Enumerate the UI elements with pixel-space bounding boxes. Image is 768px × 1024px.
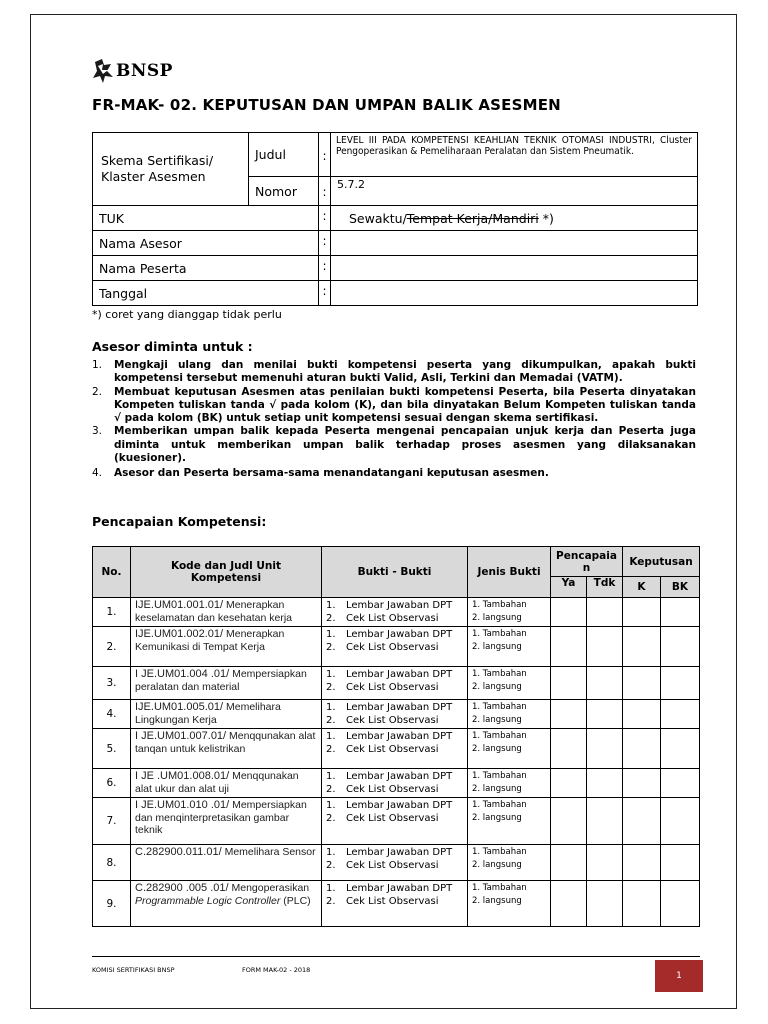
evidence-type-cell [468,627,551,667]
nomor-colon: : [319,177,331,206]
evidence-type: 1. Tambahan [472,883,527,893]
nomor-value: 5.7.2 [331,177,698,206]
table-row [93,729,700,769]
col-keputusan: Keputusan [623,547,700,577]
unit-cell [131,729,322,769]
tuk-sewaktu: Sewaktu/ [349,210,407,226]
unit-cell [131,667,322,700]
k-cell[interactable] [623,729,661,769]
instruction-text: Memberikan umpan balik kepada Peserta mengenai pencapaian unjuk kerja dan Peserta juga diminta untuk memberikan umpan balik terhadap proses asesmen yang dilaksanakan (kuesioner). [114,425,696,465]
evidence-type: 1. Tambahan [472,800,527,810]
col-jenis: Jenis Bukti [468,547,551,598]
table-row [93,627,700,667]
footer-org: KOMISI SERTIFIKASI BNSP [92,966,175,974]
evidence-num: 2. [326,896,336,907]
instruction-num: 1. [92,359,103,371]
instructions-heading: Asesor diminta untuk : [92,339,253,354]
instruction-text: Asesor dan Peserta bersama-sama menandatangani keputusan asesmen. [114,467,549,480]
unit-title: Memelihara Sensor [221,846,316,858]
unit-title: Mempersiapkan peralatan dan material [135,668,307,693]
competency-heading: Pencapaian Kompetensi: [92,514,267,529]
evidence-num: 1. [326,883,336,894]
evidence-type-cell [468,798,551,845]
evidence-item: Cek List Observasi [346,744,439,755]
evidence-item: Cek List Observasi [346,715,439,726]
evidence-item: Lembar Jawaban DPT [346,800,453,811]
table-row [93,667,700,700]
nomor-label: Nomor [249,177,319,206]
evidence-type: 2. langsung [472,744,522,754]
evidence-item: Cek List Observasi [346,813,439,824]
unit-title: Menerapkan keselamatan dan kesehatan kerja [135,599,293,624]
evidence-type: 1. Tambahan [472,629,527,639]
logo-text: BNSP [116,61,173,81]
col-unit: Kode dan Judl Unit Kompetensi [131,547,322,598]
evidence-type: 2. langsung [472,813,522,823]
instruction-item [92,467,696,480]
tdk-cell[interactable] [587,798,623,845]
evidence-num: 1. [326,600,336,611]
unit-code: IJE.UM01.002.01/ [135,628,224,640]
col-tdk: Tdk [587,577,623,598]
unit-title: Menqqunakan alat tanqan untuk kelistrikan [135,730,316,755]
row-number: 9. [93,881,131,927]
col-ya: Ya [551,577,587,598]
evidence-num: 1. [326,702,336,713]
bk-cell[interactable] [661,667,700,700]
peserta-colon: : [319,256,331,281]
unit-title: Mengoperasikan [228,882,310,894]
evidence-cell [322,729,468,769]
unit-cell [131,598,322,627]
row-number: 7. [93,798,131,845]
judul-colon: : [319,133,331,177]
evidence-num: 1. [326,669,336,680]
k-cell[interactable] [623,700,661,729]
evidence-cell [322,700,468,729]
unit-code: I JE .UM01.008.01/ [135,770,230,782]
table-row [93,881,700,927]
unit-code: C.282900.011.01/ [135,846,222,858]
k-cell[interactable] [623,627,661,667]
evidence-item: Cek List Observasi [346,896,439,907]
row-number: 2. [93,627,131,667]
bk-cell[interactable] [661,798,700,845]
instruction-text: Mengkaji ulang dan menilai bukti kompetensi peserta yang dikumpulkan, apakah bukti kompetensi tersebut memenuhi aturan bukti Valid, Asli, Terkini dan Memadai (VATM). [114,359,696,385]
col-k: K [623,577,661,598]
evidence-num: 2. [326,784,336,795]
asesor-colon: : [319,231,331,256]
evidence-num: 2. [326,813,336,824]
ya-cell[interactable] [551,881,587,927]
tdk-cell[interactable] [587,769,623,798]
evidence-type: 2. langsung [472,784,522,794]
evidence-cell [322,667,468,700]
evidence-num: 1. [326,847,336,858]
tuk-value [331,206,698,231]
bnsp-emblem-icon [92,58,114,84]
bk-cell[interactable] [661,769,700,798]
evidence-type-cell [468,729,551,769]
k-cell[interactable] [623,769,661,798]
unit-cell [131,769,322,798]
evidence-num: 1. [326,800,336,811]
tdk-cell[interactable] [587,598,623,627]
unit-cell [131,798,322,845]
peserta-label: Nama Peserta [93,256,319,281]
k-cell[interactable] [623,598,661,627]
evidence-type: 2. langsung [472,682,522,692]
evidence-type: 2. langsung [472,613,522,623]
ya-cell[interactable] [551,627,587,667]
evidence-item: Lembar Jawaban DPT [346,669,453,680]
tdk-cell[interactable] [587,845,623,881]
skema-label: Skema Sertifikasi/ Klaster Asesmen [93,133,249,206]
peserta-value[interactable] [331,256,698,281]
unit-code: IJE.UM01.001.01/ [135,599,224,611]
tuk-asterisk: *) [538,210,554,226]
evidence-item: Cek List Observasi [346,860,439,871]
tuk-label: TUK [93,206,319,231]
footer-divider [92,956,700,957]
asesor-label: Nama Asesor [93,231,319,256]
instructions-list [92,359,696,481]
tdk-cell[interactable] [587,881,623,927]
instruction-num: 4. [92,467,103,480]
evidence-type-cell [468,700,551,729]
bk-cell[interactable] [661,729,700,769]
evidence-type: 1. Tambahan [472,847,527,857]
evidence-type: 1. Tambahan [472,702,527,712]
ya-cell[interactable] [551,667,587,700]
unit-code: C.282900 .005 .01/ [135,882,229,894]
unit-cell [131,881,322,927]
instruction-num: 2. [92,385,103,398]
evidence-cell [322,845,468,881]
evidence-num: 2. [326,744,336,755]
k-cell[interactable] [623,667,661,700]
evidence-item: Lembar Jawaban DPT [346,883,453,894]
evidence-num: 2. [326,613,336,624]
evidence-type: 2. langsung [472,860,522,870]
tanggal-colon: : [319,281,331,306]
evidence-item: Lembar Jawaban DPT [346,629,453,640]
evidence-type: 2. langsung [472,715,522,725]
evidence-num: 2. [326,860,336,871]
col-bukti: Bukti - Bukti [322,547,468,598]
evidence-type: 1. Tambahan [472,731,527,741]
evidence-cell [322,881,468,927]
row-number: 5. [93,729,131,769]
col-no: No. [93,547,131,598]
evidence-item: Lembar Jawaban DPT [346,600,453,611]
evidence-type: 2. langsung [472,642,522,652]
tdk-cell[interactable] [587,729,623,769]
ya-cell[interactable] [551,798,587,845]
row-number: 6. [93,769,131,798]
bk-cell[interactable] [661,845,700,881]
row-number: 8. [93,845,131,881]
evidence-type: 1. Tambahan [472,669,527,679]
ya-cell[interactable] [551,845,587,881]
tanggal-label: Tanggal [93,281,319,306]
ya-cell[interactable] [551,729,587,769]
table-row [93,700,700,729]
footer-form: FORM MAK-02 - 2018 [242,966,311,974]
instruction-item [92,386,696,426]
instruction-text: Membuat keputusan Asesmen atas penilaian bukti kompetensi Peserta, bila Peserta dinyatakan Kompeten tuliskan tanda √ pada kolom (K), dan bila dinyatakan Belum Kompeten tuliskan tanda √ pada kolom (BK) untuk setiap unit kompetensi sesuai dengan skema sertifikasi. [114,385,696,425]
evidence-num: 2. [326,642,336,653]
tuk-colon: : [319,206,331,231]
evidence-num: 1. [326,629,336,640]
evidence-num: 2. [326,682,336,693]
tdk-cell[interactable] [587,700,623,729]
k-cell[interactable] [623,881,661,927]
evidence-cell [322,627,468,667]
bk-cell[interactable] [661,627,700,667]
page-number: 1 [655,960,703,992]
row-number: 4. [93,700,131,729]
ya-cell[interactable] [551,769,587,798]
unit-cell [131,700,322,729]
k-cell[interactable] [623,845,661,881]
unit-code: I JE.UM01.004 .01/ [135,668,230,680]
row-number: 3. [93,667,131,700]
evidence-item: Cek List Observasi [346,642,439,653]
unit-title-tail: (PLC) [280,894,311,907]
evidence-item: Cek List Observasi [346,784,439,795]
unit-title: Menerapkan Kemunikasi di Tempat Kerja [135,628,285,653]
instruction-item [92,359,696,386]
competency-table [92,546,700,927]
info-table [92,132,698,306]
unit-code: I JE.UM01.010 .01/ [135,799,230,811]
evidence-item: Lembar Jawaban DPT [346,702,453,713]
unit-code: IJE.UM01.005.01/ [135,701,224,713]
evidence-type: 1. Tambahan [472,600,527,610]
unit-cell [131,845,322,881]
evidence-cell [322,769,468,798]
unit-title: Menqqunakan alat ukur dan alat uji [135,770,299,795]
evidence-type-cell [468,881,551,927]
unit-title: Mempersiapkan dan menqinterpretasikan gambar teknik [135,799,307,836]
ya-cell[interactable] [551,598,587,627]
evidence-item: Lembar Jawaban DPT [346,771,453,782]
table-row [93,598,700,627]
tdk-cell[interactable] [587,667,623,700]
tdk-cell[interactable] [587,627,623,667]
evidence-cell [322,598,468,627]
evidence-num: 1. [326,771,336,782]
col-pencapaian: Pencapaia n [551,547,623,577]
row-number: 1. [93,598,131,627]
unit-code: I JE.UM01.007.01/ [135,730,227,742]
bk-cell[interactable] [661,881,700,927]
evidence-type-cell [468,667,551,700]
form-title: FR-MAK- 02. KEPUTUSAN DAN UMPAN BALIK ASESMEN [92,96,561,114]
evidence-cell [322,798,468,845]
evidence-num: 2. [326,715,336,726]
ya-cell[interactable] [551,700,587,729]
k-cell[interactable] [623,798,661,845]
evidence-type-cell [468,598,551,627]
asesor-value[interactable] [331,231,698,256]
table-row [93,769,700,798]
table-row [93,845,700,881]
evidence-item: Cek List Observasi [346,682,439,693]
evidence-item: Lembar Jawaban DPT [346,731,453,742]
evidence-type: 2. langsung [472,896,522,906]
tanggal-value[interactable] [331,281,698,306]
col-bk: BK [661,577,700,598]
evidence-num: 1. [326,731,336,742]
bk-cell[interactable] [661,700,700,729]
evidence-item: Lembar Jawaban DPT [346,847,453,858]
instruction-num: 3. [92,425,103,438]
judul-label: Judul [249,133,319,177]
unit-title: Memelihara Lingkungan Kerja [135,701,281,726]
judul-value: LEVEL III PADA KOMPETENSI KEAHLIAN TEKNIK OTOMASI INDUSTRI, Cluster Pengoperasikan & Pemeliharaan Peralatan dan Sistem Pneumatik. [331,133,698,177]
evidence-type-cell [468,845,551,881]
bnsp-logo [92,56,173,86]
table-row [93,798,700,845]
evidence-type: 1. Tambahan [472,771,527,781]
unit-title-italic: Programmable Logic Controller [135,894,281,907]
instruction-item [92,425,696,465]
evidence-type-cell [468,769,551,798]
bk-cell[interactable] [661,598,700,627]
tuk-struck-options: Tempat Kerja/Mandiri [406,210,539,226]
evidence-item: Cek List Observasi [346,613,439,624]
footnote: *) coret yang dianggap tidak perlu [92,308,282,321]
unit-cell [131,627,322,667]
